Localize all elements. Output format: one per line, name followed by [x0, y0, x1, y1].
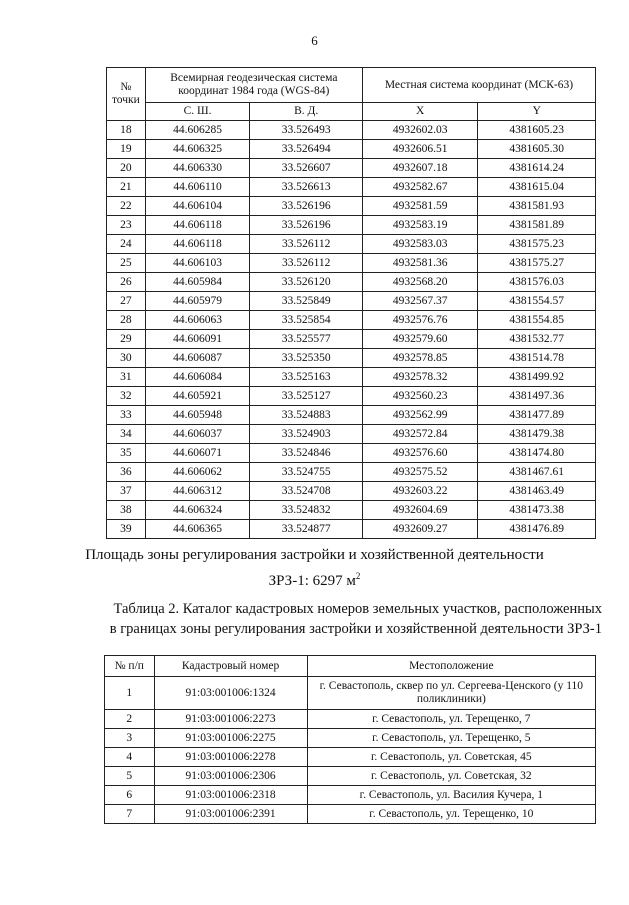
- item-number-cell: 6: [105, 786, 155, 805]
- point-number-cell: 34: [107, 425, 146, 444]
- table-row: [107, 463, 596, 482]
- point-number-cell: 36: [107, 463, 146, 482]
- table2-caption-line-2: в границах зоны регулирования застройки и хозяйственной деятельности ЗРЗ-1: [109, 621, 602, 637]
- y-cell: 4381473.38: [478, 501, 596, 520]
- item-number-cell: 1: [105, 677, 155, 710]
- location-cell: г. Севастополь, ул. Советская, 32: [307, 767, 595, 786]
- point-number-cell: 25: [107, 254, 146, 273]
- longitude-cell: 33.526613: [250, 178, 362, 197]
- y-cell: 4381514.78: [478, 349, 596, 368]
- y-cell: 4381467.61: [478, 463, 596, 482]
- table-row: [105, 677, 596, 710]
- header-longitude: В. Д.: [250, 103, 362, 121]
- table-row: [107, 501, 596, 520]
- y-cell: 4381576.03: [478, 273, 596, 292]
- y-cell: 4381575.27: [478, 254, 596, 273]
- x-cell: 4932582.67: [362, 178, 478, 197]
- point-number-cell: 39: [107, 520, 146, 539]
- longitude-cell: 33.524846: [250, 444, 362, 463]
- longitude-cell: 33.525854: [250, 311, 362, 330]
- cadastral-number-cell: 91:03:001006:2318: [154, 786, 307, 805]
- point-number-cell: 26: [107, 273, 146, 292]
- header-location: Местоположение: [307, 656, 595, 677]
- longitude-cell: 33.526494: [250, 140, 362, 159]
- latitude-cell: 44.606324: [145, 501, 250, 520]
- x-cell: 4932576.76: [362, 311, 478, 330]
- table-row: [107, 121, 596, 140]
- x-cell: 4932583.19: [362, 216, 478, 235]
- table-row: [105, 710, 596, 729]
- x-cell: 4932581.36: [362, 254, 478, 273]
- latitude-cell: 44.606330: [145, 159, 250, 178]
- table2-caption-line-1: Таблица 2. Каталог кадастровых номеров земельных участков, расположенных: [113, 601, 602, 617]
- longitude-cell: 33.524883: [250, 406, 362, 425]
- longitude-cell: 33.526120: [250, 273, 362, 292]
- latitude-cell: 44.606091: [145, 330, 250, 349]
- point-number-cell: 27: [107, 292, 146, 311]
- point-number-cell: 35: [107, 444, 146, 463]
- table-row: [107, 444, 596, 463]
- area-statement: [40, 545, 589, 592]
- y-cell: 4381554.57: [478, 292, 596, 311]
- latitude-cell: 44.606084: [145, 368, 250, 387]
- y-cell: 4381605.23: [478, 121, 596, 140]
- latitude-cell: 44.606285: [145, 121, 250, 140]
- latitude-cell: 44.606103: [145, 254, 250, 273]
- area-line-2: [40, 566, 589, 592]
- point-number-cell: 28: [107, 311, 146, 330]
- cadastral-number-cell: 91:03:001006:2278: [154, 748, 307, 767]
- table-row: [107, 482, 596, 501]
- y-cell: 4381479.38: [478, 425, 596, 444]
- cadastral-number-cell: 91:03:001006:2273: [154, 710, 307, 729]
- table-row: [107, 368, 596, 387]
- location-cell: г. Севастополь, ул. Советская, 45: [307, 748, 595, 767]
- table-row: [105, 748, 596, 767]
- header-point-number: № точки: [107, 68, 146, 121]
- x-cell: 4932562.99: [362, 406, 478, 425]
- table-row: [107, 273, 596, 292]
- header-x: X: [362, 103, 478, 121]
- latitude-cell: 44.606110: [145, 178, 250, 197]
- table-row: [105, 805, 596, 824]
- latitude-cell: 44.605984: [145, 273, 250, 292]
- cadastral-number-cell: 91:03:001006:2391: [154, 805, 307, 824]
- y-cell: 4381615.04: [478, 178, 596, 197]
- table-row: [107, 197, 596, 216]
- longitude-cell: 33.524755: [250, 463, 362, 482]
- coordinates-table-body: [107, 121, 596, 539]
- header-latitude: С. Ш.: [145, 103, 250, 121]
- y-cell: 4381532.77: [478, 330, 596, 349]
- cadastral-number-cell: 91:03:001006:2275: [154, 729, 307, 748]
- header-item-number: № п/п: [105, 656, 155, 677]
- cadastral-number-cell: 91:03:001006:1324: [154, 677, 307, 710]
- x-cell: 4932606.51: [362, 140, 478, 159]
- x-cell: 4932576.60: [362, 444, 478, 463]
- longitude-cell: 33.525577: [250, 330, 362, 349]
- latitude-cell: 44.606063: [145, 311, 250, 330]
- y-cell: 4381476.89: [478, 520, 596, 539]
- table-row: [107, 178, 596, 197]
- x-cell: 4932560.23: [362, 387, 478, 406]
- latitude-cell: 44.606071: [145, 444, 250, 463]
- y-cell: 4381605.30: [478, 140, 596, 159]
- table2-caption: [40, 599, 602, 639]
- area-value: ЗРЗ-1: 6297 м: [268, 573, 356, 589]
- header-cadastral-number: Кадастровый номер: [154, 656, 307, 677]
- longitude-cell: 33.526493: [250, 121, 362, 140]
- cadastral-table-body: [105, 677, 596, 824]
- point-number-cell: 24: [107, 235, 146, 254]
- longitude-cell: 33.525163: [250, 368, 362, 387]
- table-row: [107, 330, 596, 349]
- latitude-cell: 44.606037: [145, 425, 250, 444]
- point-number-cell: 22: [107, 197, 146, 216]
- coordinates-table: [106, 67, 596, 539]
- table-row: [107, 235, 596, 254]
- latitude-cell: 44.606365: [145, 520, 250, 539]
- latitude-cell: 44.606325: [145, 140, 250, 159]
- x-cell: 4932568.20: [362, 273, 478, 292]
- table-row: [107, 349, 596, 368]
- point-number-cell: 32: [107, 387, 146, 406]
- header-y: Y: [478, 103, 596, 121]
- longitude-cell: 33.524832: [250, 501, 362, 520]
- table-row: [107, 311, 596, 330]
- page-number: 6: [311, 33, 318, 48]
- location-cell: г. Севастополь, ул. Терещенко, 7: [307, 710, 595, 729]
- y-cell: 4381554.85: [478, 311, 596, 330]
- latitude-cell: 44.606118: [145, 216, 250, 235]
- longitude-cell: 33.524708: [250, 482, 362, 501]
- latitude-cell: 44.606062: [145, 463, 250, 482]
- header-msk63: Местная система координат (МСК-63): [362, 68, 595, 103]
- x-cell: 4932603.22: [362, 482, 478, 501]
- table-row: [107, 387, 596, 406]
- table-row: [107, 254, 596, 273]
- y-cell: 4381477.89: [478, 406, 596, 425]
- table-row: [107, 159, 596, 178]
- x-cell: 4932583.03: [362, 235, 478, 254]
- x-cell: 4932572.84: [362, 425, 478, 444]
- table-row: [107, 425, 596, 444]
- y-cell: 4381463.49: [478, 482, 596, 501]
- point-number-cell: 23: [107, 216, 146, 235]
- x-cell: 4932609.27: [362, 520, 478, 539]
- location-cell: г. Севастополь, ул. Василия Кучера, 1: [307, 786, 595, 805]
- point-number-cell: 21: [107, 178, 146, 197]
- cadastral-number-cell: 91:03:001006:2306: [154, 767, 307, 786]
- y-cell: 4381581.89: [478, 216, 596, 235]
- y-cell: 4381581.93: [478, 197, 596, 216]
- point-number-cell: 18: [107, 121, 146, 140]
- x-cell: 4932578.32: [362, 368, 478, 387]
- longitude-cell: 33.526196: [250, 197, 362, 216]
- longitude-cell: 33.526196: [250, 216, 362, 235]
- latitude-cell: 44.606312: [145, 482, 250, 501]
- y-cell: 4381474.80: [478, 444, 596, 463]
- point-number-cell: 31: [107, 368, 146, 387]
- x-cell: 4932607.18: [362, 159, 478, 178]
- latitude-cell: 44.605921: [145, 387, 250, 406]
- point-number-cell: 33: [107, 406, 146, 425]
- table-row: [105, 767, 596, 786]
- point-number-cell: 19: [107, 140, 146, 159]
- point-number-cell: 37: [107, 482, 146, 501]
- x-cell: 4932604.69: [362, 501, 478, 520]
- longitude-cell: 33.525849: [250, 292, 362, 311]
- latitude-cell: 44.606104: [145, 197, 250, 216]
- point-number-cell: 38: [107, 501, 146, 520]
- point-number-cell: 30: [107, 349, 146, 368]
- x-cell: 4932581.59: [362, 197, 478, 216]
- y-cell: 4381575.23: [478, 235, 596, 254]
- item-number-cell: 3: [105, 729, 155, 748]
- x-cell: 4932567.37: [362, 292, 478, 311]
- y-cell: 4381614.24: [478, 159, 596, 178]
- item-number-cell: 2: [105, 710, 155, 729]
- item-number-cell: 7: [105, 805, 155, 824]
- x-cell: 4932578.85: [362, 349, 478, 368]
- table-row: [105, 786, 596, 805]
- longitude-cell: 33.525350: [250, 349, 362, 368]
- header-wgs84: Всемирная геодезическая система координат 1984 года (WGS-84): [145, 68, 362, 103]
- x-cell: 4932575.52: [362, 463, 478, 482]
- location-cell: г. Севастополь, сквер по ул. Сергеева-Ценского (у 110 поликлиники): [307, 677, 595, 710]
- cadastral-table: [104, 655, 596, 824]
- point-number-cell: 29: [107, 330, 146, 349]
- latitude-cell: 44.605948: [145, 406, 250, 425]
- item-number-cell: 4: [105, 748, 155, 767]
- latitude-cell: 44.606087: [145, 349, 250, 368]
- location-cell: г. Севастополь, ул. Терещенко, 10: [307, 805, 595, 824]
- table-row: [107, 140, 596, 159]
- longitude-cell: 33.524903: [250, 425, 362, 444]
- table-row: [107, 520, 596, 539]
- latitude-cell: 44.606118: [145, 235, 250, 254]
- area-unit-exponent: 2: [355, 571, 361, 581]
- x-cell: 4932602.03: [362, 121, 478, 140]
- longitude-cell: 33.525127: [250, 387, 362, 406]
- point-number-cell: 20: [107, 159, 146, 178]
- table-row: [105, 729, 596, 748]
- y-cell: 4381497.36: [478, 387, 596, 406]
- longitude-cell: 33.526607: [250, 159, 362, 178]
- latitude-cell: 44.605979: [145, 292, 250, 311]
- table-row: [107, 292, 596, 311]
- y-cell: 4381499.92: [478, 368, 596, 387]
- item-number-cell: 5: [105, 767, 155, 786]
- table-row: [107, 406, 596, 425]
- location-cell: г. Севастополь, ул. Терещенко, 5: [307, 729, 595, 748]
- longitude-cell: 33.526112: [250, 254, 362, 273]
- area-line-1: Площадь зоны регулирования застройки и хозяйственной деятельности: [85, 547, 544, 563]
- longitude-cell: 33.526112: [250, 235, 362, 254]
- x-cell: 4932579.60: [362, 330, 478, 349]
- table-row: [107, 216, 596, 235]
- longitude-cell: 33.524877: [250, 520, 362, 539]
